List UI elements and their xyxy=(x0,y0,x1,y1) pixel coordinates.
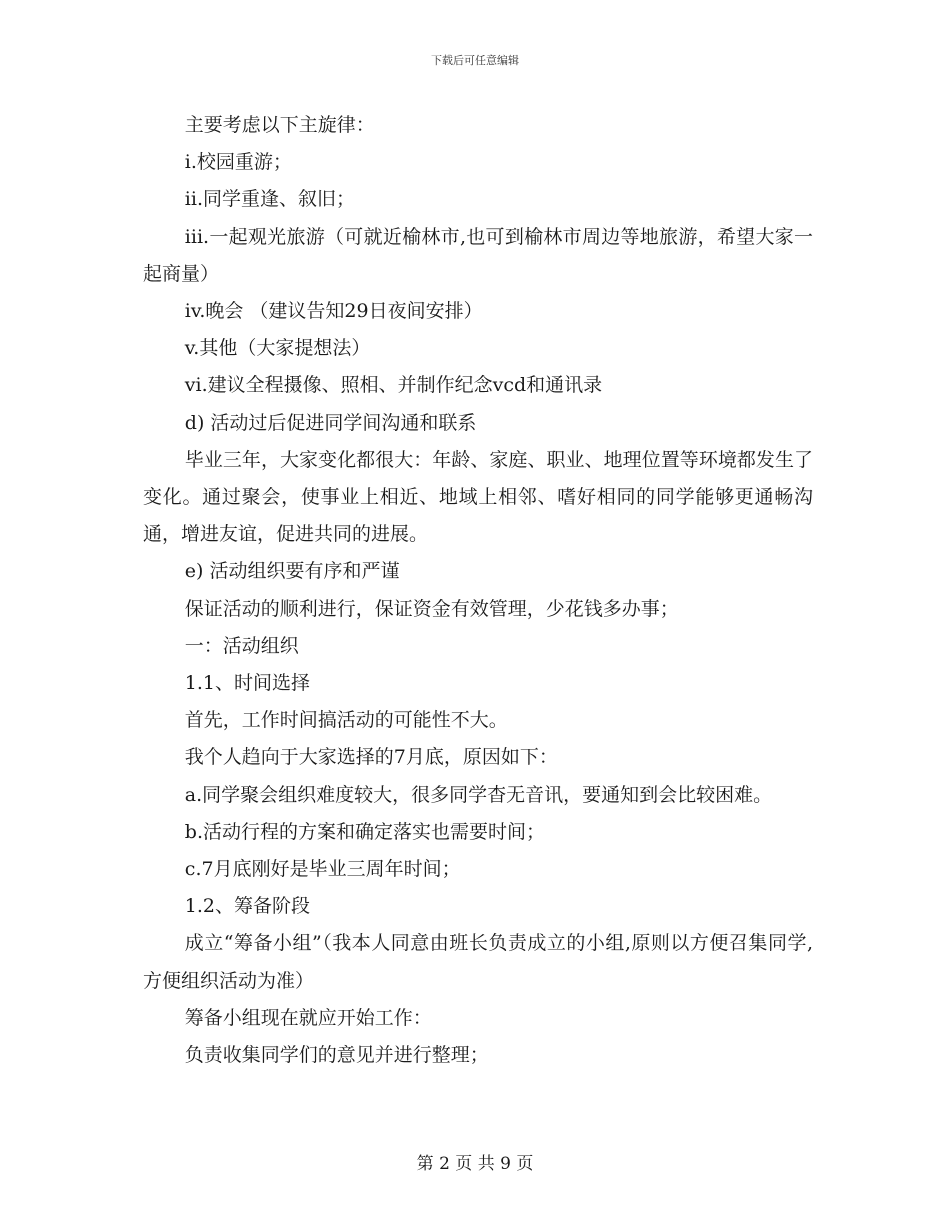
page-footer xyxy=(0,1153,950,1175)
paragraph: e) 活动组织要有序和严谨 xyxy=(184,560,400,583)
page-header-note: 下载后可任意编辑 xyxy=(431,54,519,67)
paragraph: d) 活动过后促进同学间沟通和联系 xyxy=(184,411,477,434)
paragraph: iv.晚会 （建议告知29日夜间安排） xyxy=(184,300,483,323)
document-body xyxy=(143,107,813,1074)
paragraph: 保证活动的顺利进行，保证资金有效管理，少花钱多办事； xyxy=(184,597,679,620)
section-heading: 一：活动组织 xyxy=(184,634,299,657)
subsection-heading: 1.2、筹备阶段 xyxy=(184,895,311,918)
paragraph: 负责收集同学们的意见并进行整理； xyxy=(184,1044,489,1067)
paragraph: ii.同学重逢、叙旧； xyxy=(184,188,355,211)
paragraph: c.7月底刚好是毕业三周年时间； xyxy=(184,858,461,881)
paragraph: 毕业三年，大家变化都很大：年龄、家庭、职业、地理位置等环境都发生了变化。通过聚会，使事业上相近、地域上相邻、嗜好相同的同学能够更通畅沟通，增进友谊，促进共同的进展。 xyxy=(143,448,813,546)
paragraph: a.同学聚会组织难度较大，很多同学杳无音讯，要通知到会比较困难。 xyxy=(184,783,773,806)
subsection-heading: 1.1、时间选择 xyxy=(184,672,311,695)
paragraph: 筹备小组现在就应开始工作： xyxy=(184,1006,432,1029)
paragraph: vi.建议全程摄像、照相、并制作纪念vcd和通讯录 xyxy=(184,374,603,397)
paragraph: b.活动行程的方案和确定落实也需要时间； xyxy=(184,820,546,843)
paragraph: 首先，工作时间搞活动的可能性不大。 xyxy=(184,709,508,732)
paragraph: 我个人趋向于大家选择的7月底，原因如下： xyxy=(184,746,558,769)
paragraph: 成立“筹备小组”（我本人同意由班长负责成立的小组,原则以方便召集同学,方便组织活动为准） xyxy=(143,932,813,992)
paragraph: iii.一起观光旅游（可就近榆林市,也可到榆林市周边等地旅游，希望大家一起商量） xyxy=(143,225,813,285)
paragraph: v.其他（大家提想法） xyxy=(184,337,371,360)
paragraph: i.校园重游； xyxy=(184,151,292,174)
paragraph: 主要考虑以下主旋律： xyxy=(184,114,375,136)
page-number-label: 第 2 页 共 9 页 xyxy=(416,1154,534,1174)
